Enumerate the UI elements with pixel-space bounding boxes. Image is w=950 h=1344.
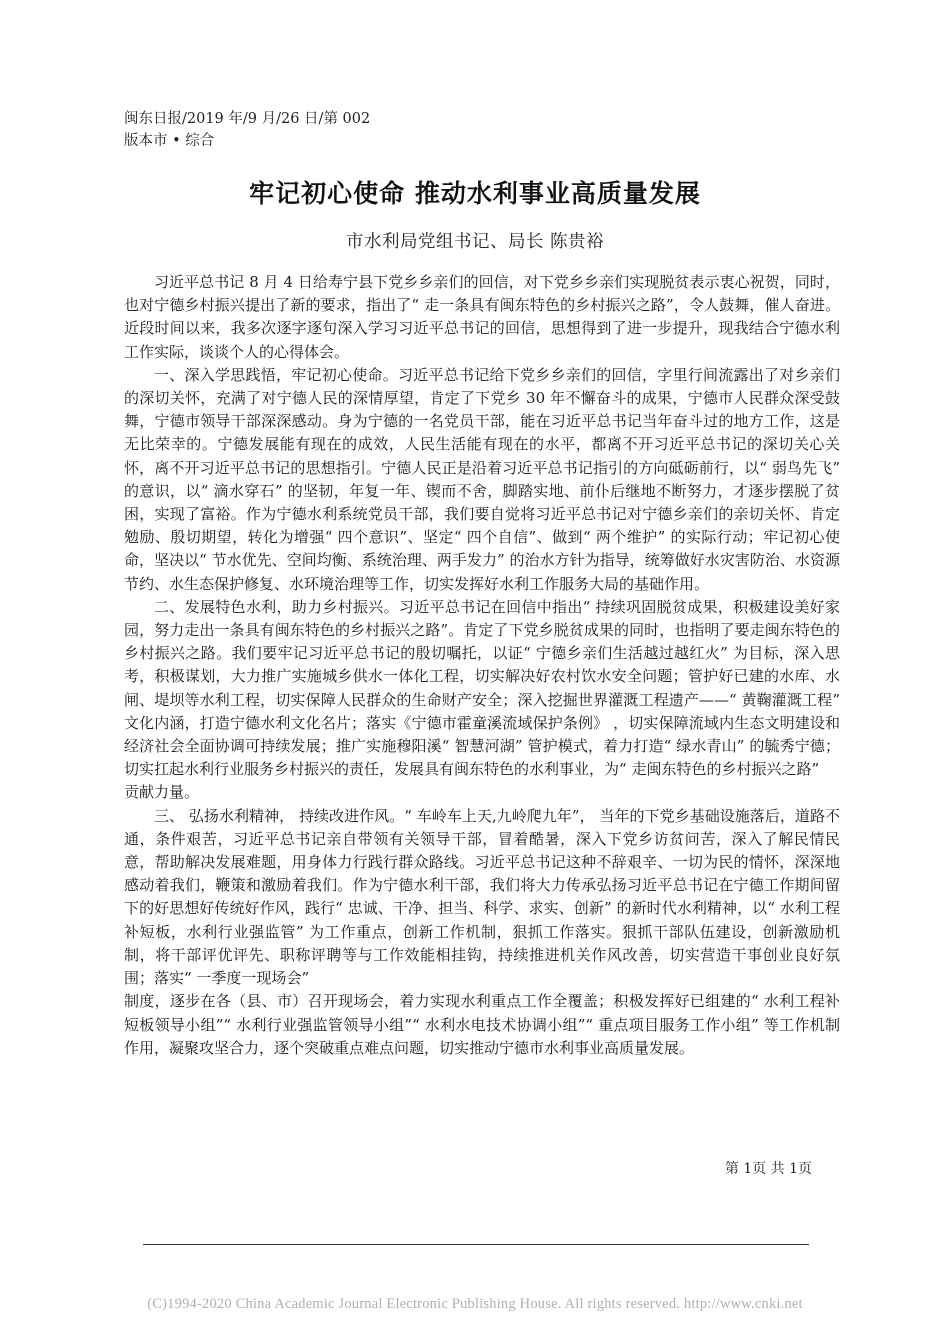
article-body xyxy=(124,271,840,1060)
paragraph-section-2: 二、发展特色水利，助力乡村振兴。习近平总书记在回信中指出“ 持续巩固脱贫成果，积极建设美好家园，努力走出一条具有闽东特色的乡村振兴之路”。肯定了下党乡脱贫成果的同时，也指明了要走闽东特色的乡村振兴之路。我们要牢记习近平总书记的殷切嘱托，以证“ 宁德乡亲们生活越过越红火” 为目标，深入思考，积极谋划，大力推广实施城乡供水一体化工程，切实解决好农村饮水安全问题；管护好已建的水库、水闸、堤坝等水利工程，切实保障人民群众的生命财产安全；深入挖掘世界灌溉工程遗产——“ 黄鞠灌溉工程” 文化内涵，打造宁德水利文化名片；落实《宁德市霍童溪流域保护条例》 ，切实保障流域内生态文明建设和经济社会全面协调可持续发展；推广实施穆阳溪“ 智慧河湖” 管护模式，着力打造“ 绿水青山” 的毓秀宁德；切实扛起水利行业服务乡村振兴的责任，发展具有闽东特色的水利事业，为“ 走闽东特色的乡村振兴之路” xyxy=(124,597,840,779)
article-author: 市水利局党组书记、局长 陈贵裕 xyxy=(345,232,605,252)
footer-divider xyxy=(143,1244,809,1245)
paragraph-section-3: 三、 弘扬水利精神， 持续改进作风。“ 车岭车上天,九岭爬九年”， 当年的下党乡基础设施落后，道路不通，条件艰苦，习近平总书记亲自带领有关领导干部，冒着酷暑，深入下党乡访贫问苦，深入了解民情民意，帮助解决发展难题，用身体力行践行群众路线。习近平总书记这种不辞艰辛、一切为民的情怀，深深地感动着我们，鞭策和激励着我们。作为宁德水利干部，我们将大力传承弘扬习近平总书记在宁德工作期间留下的好思想好传统好作风，践行“ 忠诚、干净、担当、科学、求实、创新” 的新时代水利精神，以“ 水利工程补短板，水利行业强监管” 为工作重点，创新工作机制，狠抓工作落实。狠抓干部队伍建设，创新激励机制，将干部评优评先、职称评聘等与工作效能相挂钩，持续推进机关作风改善，切实营造干事创业良好氛围；落实“ 一季度一现场会” xyxy=(124,806,840,988)
paragraph-section-1: 一、深入学思践悟，牢记初心使命。习近平总书记给下党乡乡亲们的回信，字里行间流露出了对乡亲们的深切关怀，充满了对宁德人民的深情厚望，肯定了下党乡 30 年不懈奋斗的成果，宁德市人民群众深受鼓舞，宁德市领导干部深深感动。身为宁德的一名党员干部，能在习近平总书记当年奋斗过的地方工作，这是无比荣幸的。宁德发展能有现在的成效，人民生活能有现在的水平，都离不开习近平总书记的深切关心关怀，离不开习近平总书记的思想指引。宁德人民正是沿着习近平总书记指引的方向砥砺前行，以“ 弱鸟先飞” 的意识，以“ 滴水穿石” 的坚韧，年复一年、锲而不舍，脚踏实地、前仆后继地不断努力，才逐步摆脱了贫困，实现了富裕。作为宁德水利系统党员干部，我们要自觉将习近平总书记对宁德乡亲们的亲切关怀、肯定勉励、殷切期望，转化为增强“ 四个意识”、坚定“ 四个自信”、做到“ 两个维护” 的实际行动；牢记初心使命，坚决以“ 节水优先、空间均衡、系统治理、两手发力” 的治水方针为指导，统筹做好水灾害防治、水资源节约、水生态保护修复、水环境治理等工作，切实发挥好水利工作服务大局的基础作用。 xyxy=(124,365,840,593)
section-line: 版本市 • 综合 xyxy=(124,133,215,149)
page-number: 第 1页 共 1页 xyxy=(724,1161,812,1177)
source-line: 闽东日报/2019 年/9 月/26 日/第 002 xyxy=(124,111,371,127)
article-title: 牢记初心使命 推动水利事业高质量发展 xyxy=(249,179,701,208)
paragraph-intro: 习近平总书记 8 月 4 日给寿宁县下党乡乡亲们的回信，对下党乡乡亲们实现脱贫表示衷心祝贺，同时，也对宁德乡村振兴提出了新的要求，指出了“ 走一条具有闽东特色的乡村振兴之路”，令人鼓舞，催人奋进。近段时间以来，我多次逐字逐句深入学习习近平总书记的回信，思想得到了进一步提升，现我结合宁德水利工作实际，谈谈个人的心得体会。 xyxy=(124,273,840,361)
paragraph-section-3-tail: 制度，逐步在各（县、市）召开现场会，着力实现水利重点工作全覆盖；积极发挥好已组建的“ 水利工程补短板领导小组”“ 水利行业强监管领导小组”“ 水利水电技术协调小组”“ 重点项目服务工作小组” 等工作机制作用，凝聚攻坚合力，逐个突破重点难点问题，切实推动宁德市水利事业高质量发展。 xyxy=(124,992,840,1057)
copyright-watermark: (C)1994-2020 China Academic Journal Electronic Publishing House. All rights reserved. http://www.cnki.net xyxy=(147,1296,803,1312)
paragraph-section-2-tail: 贡献力量。 xyxy=(124,783,200,802)
